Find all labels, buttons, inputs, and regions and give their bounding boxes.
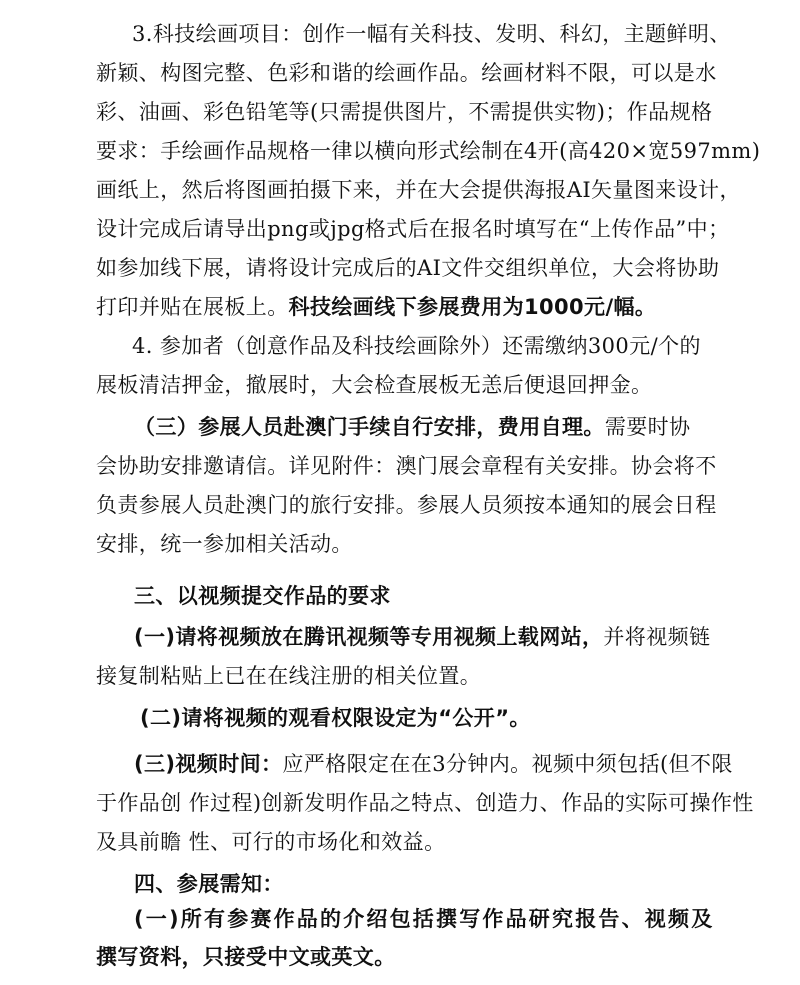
s3p3-line2: 于作品创 作过程)创新发明作品之特点、创造力、作品的实际可操作性	[96, 791, 754, 815]
s3p1-line1-plain: 并将视频链	[603, 625, 711, 649]
section3-heading: 三、以视频提交作品的要求	[134, 584, 391, 608]
item3-line1: 3.科技绘画项目：创作一幅有关科技、发明、科幻，主题鲜明、	[132, 22, 731, 46]
item3-line4: 要求：手绘画作品规格一律以横向形式绘制在4开(高420×宽597mm)	[96, 139, 761, 163]
sub3-line1-bold: （三）参展人员赴澳门手续自行安排，费用自理。	[134, 415, 605, 439]
s4p1-line2: 撰写资料，只接受中文或英文。	[96, 945, 396, 969]
item3-line2: 新颖、构图完整、色彩和谐的绘画作品。绘画材料不限，可以是水	[96, 61, 717, 85]
sub3-line1	[134, 414, 690, 440]
item3-fee-bold: 科技绘画线下参展费用为1000元/幅。	[288, 295, 657, 319]
s3p3-line1-bold: (三)视频时间：	[134, 752, 283, 776]
item3-line7: 如参加线下展，请将设计完成后的AI文件交组织单位，大会将协助	[96, 256, 720, 280]
item4-line1: 4. 参加者（创意作品及科技绘画除外）还需缴纳300元/个的	[132, 334, 701, 358]
s3p2-line1: (二)请将视频的观看权限设定为“公开”。	[140, 706, 531, 730]
item3-line8	[96, 294, 656, 320]
sub3-line3: 负责参展人员赴澳门的旅行安排。参展人员须按本通知的展会日程	[96, 493, 717, 517]
item3-line5: 画纸上，然后将图画拍摄下来，并在大会提供海报AI矢量图来设计，	[96, 178, 741, 202]
s3p1-line1	[134, 624, 710, 650]
sub3-line2: 会协助安排邀请信。详见附件：澳门展会章程有关安排。协会将不	[96, 454, 717, 478]
s3p3-line3: 及具前瞻 性、可行的市场化和效益。	[96, 830, 446, 854]
s4p1-line1: (一)所有参赛作品的介绍包括撰写作品研究报告、视频及	[134, 907, 715, 931]
s3p3-line1-plain: 应严格限定在在3分钟内。视频中须包括(但不限	[282, 752, 733, 776]
s3p1-line1-bold: (一)请将视频放在腾讯视频等专用视频上载网站，	[134, 625, 604, 649]
item3-line8-plain: 打印并贴在展板上。	[96, 295, 289, 319]
s3p1-line2: 接复制粘贴上已在在线注册的相关位置。	[96, 664, 482, 688]
sub3-line1-plain: 需要时协	[604, 415, 691, 439]
s3p3-line1	[134, 751, 733, 777]
sub3-line4: 安排，统一参加相关活动。	[96, 532, 353, 556]
item3-line6: 设计完成后请导出png或jpg格式后在报名时填写在“上传作品”中；	[96, 217, 730, 241]
section4-heading: 四、参展需知：	[134, 872, 284, 896]
item3-line3: 彩、油画、彩色铅笔等(只需提供图片，不需提供实物)；作品规格	[96, 100, 713, 124]
item4-line2: 展板清洁押金，撤展时，大会检查展板无恙后便退回押金。	[96, 373, 653, 397]
